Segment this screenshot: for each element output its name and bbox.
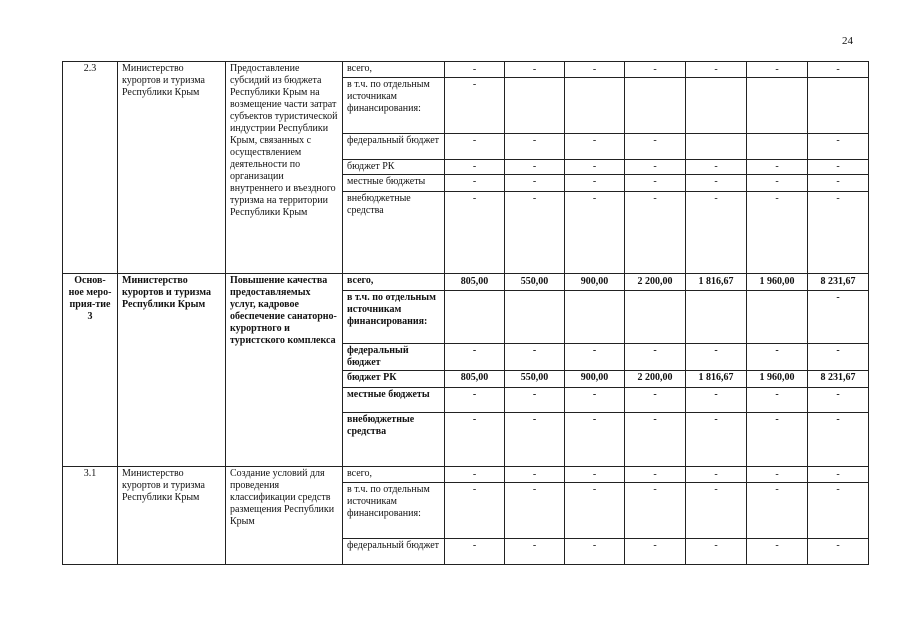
value-cell: - (808, 291, 869, 344)
source-label-cell: всего, (343, 274, 445, 291)
financing-table (62, 61, 869, 565)
source-label-cell: всего, (343, 62, 445, 78)
value-cell: 2 200,00 (625, 371, 686, 388)
value-cell: - (445, 539, 505, 565)
value-cell: - (686, 344, 747, 371)
value-cell: - (445, 388, 505, 413)
source-label-cell: федеральный бюджет (343, 539, 445, 565)
num-cell: 2.3 (63, 62, 118, 274)
value-cell: - (565, 413, 625, 467)
value-cell: - (686, 175, 747, 192)
num-cell: Основ-ное меро-прия-тие 3 (63, 274, 118, 467)
value-cell: - (686, 413, 747, 467)
value-cell: - (505, 539, 565, 565)
source-label-cell: федеральный бюджет (343, 134, 445, 160)
source-label-cell: бюджет РК (343, 160, 445, 175)
table-body (63, 62, 869, 565)
value-cell: - (686, 467, 747, 483)
value-cell (686, 134, 747, 160)
value-cell: - (505, 175, 565, 192)
value-cell (505, 291, 565, 344)
value-cell: - (747, 175, 808, 192)
value-cell: - (625, 160, 686, 175)
value-cell (686, 78, 747, 134)
value-cell: - (625, 175, 686, 192)
source-label-cell: местные бюджеты (343, 175, 445, 192)
value-cell (808, 78, 869, 134)
value-cell: 8 231,67 (808, 274, 869, 291)
executor-cell: Министерство курортов и туризма Республики Крым (118, 467, 226, 565)
value-cell: 2 200,00 (625, 274, 686, 291)
source-label-cell: бюджет РК (343, 371, 445, 388)
value-cell: - (505, 467, 565, 483)
value-cell: 1 816,67 (686, 274, 747, 291)
value-cell (747, 291, 808, 344)
value-cell: - (445, 192, 505, 274)
value-cell (445, 291, 505, 344)
value-cell: - (445, 467, 505, 483)
value-cell: - (747, 160, 808, 175)
executor-cell: Министерство курортов и туризма Республики Крым (118, 274, 226, 467)
value-cell: - (625, 344, 686, 371)
value-cell: - (505, 192, 565, 274)
value-cell: - (625, 539, 686, 565)
value-cell: - (747, 62, 808, 78)
value-cell: 900,00 (565, 274, 625, 291)
executor-cell: Министерство курортов и туризма Республики Крым (118, 62, 226, 274)
value-cell: - (505, 483, 565, 539)
value-cell: - (808, 483, 869, 539)
source-label-cell: федеральный бюджет (343, 344, 445, 371)
value-cell: - (747, 344, 808, 371)
value-cell: - (565, 344, 625, 371)
value-cell: - (625, 388, 686, 413)
source-label-cell: в т.ч. по отдельным источникам финансирования: (343, 483, 445, 539)
table-row (63, 467, 869, 483)
value-cell: - (686, 62, 747, 78)
value-cell: - (625, 192, 686, 274)
value-cell: - (686, 388, 747, 413)
value-cell: - (808, 192, 869, 274)
value-cell: - (445, 175, 505, 192)
value-cell: - (747, 413, 808, 467)
value-cell: - (565, 483, 625, 539)
value-cell: - (808, 539, 869, 565)
value-cell: - (808, 175, 869, 192)
value-cell: - (565, 467, 625, 483)
source-label-cell: внебюджетные средства (343, 413, 445, 467)
value-cell: - (686, 483, 747, 539)
value-cell: - (565, 192, 625, 274)
value-cell: - (445, 78, 505, 134)
value-cell: - (445, 134, 505, 160)
source-label-cell: в т.ч. по отдельным источникам финансирования: (343, 78, 445, 134)
value-cell: - (808, 467, 869, 483)
value-cell: 900,00 (565, 371, 625, 388)
value-cell: - (686, 539, 747, 565)
value-cell: - (565, 388, 625, 413)
source-label-cell: местные бюджеты (343, 388, 445, 413)
value-cell: - (445, 160, 505, 175)
value-cell: 8 231,67 (808, 371, 869, 388)
value-cell (625, 78, 686, 134)
value-cell (686, 291, 747, 344)
value-cell: - (565, 175, 625, 192)
value-cell: - (505, 413, 565, 467)
value-cell (505, 78, 565, 134)
value-cell: - (445, 413, 505, 467)
value-cell: - (565, 134, 625, 160)
measure-name-cell: Предоставление субсидий из бюджета Республики Крым на возмещение части затрат субъектов туристической индустрии Республики Крым, связанных с осуществлением деятельности по организации внутреннего и въездного туризма на территории Республики Крым (226, 62, 343, 274)
value-cell: - (505, 160, 565, 175)
value-cell: - (625, 62, 686, 78)
value-cell: 550,00 (505, 371, 565, 388)
value-cell: - (625, 483, 686, 539)
value-cell: - (808, 62, 869, 78)
value-cell: 1 960,00 (747, 371, 808, 388)
measure-name-cell: Повышение качества предоставляемых услуг, кадровое обеспечение санаторно-курортного и туристского комплекса (226, 274, 343, 467)
table-row (63, 274, 869, 291)
value-cell: 1 960,00 (747, 274, 808, 291)
value-cell: - (686, 192, 747, 274)
value-cell: - (808, 134, 869, 160)
value-cell (625, 291, 686, 344)
value-cell (747, 78, 808, 134)
measure-name-cell: Создание условий для проведения классификации средств размещения Республики Крым (226, 467, 343, 565)
value-cell: - (565, 539, 625, 565)
value-cell: - (565, 62, 625, 78)
value-cell: - (747, 539, 808, 565)
value-cell: 805,00 (445, 371, 505, 388)
value-cell: - (747, 192, 808, 274)
value-cell: 550,00 (505, 274, 565, 291)
value-cell: - (686, 160, 747, 175)
value-cell: - (445, 344, 505, 371)
value-cell: - (565, 160, 625, 175)
value-cell: - (625, 134, 686, 160)
value-cell: 1 816,67 (686, 371, 747, 388)
value-cell: - (625, 413, 686, 467)
value-cell: 805,00 (445, 274, 505, 291)
value-cell: - (445, 62, 505, 78)
value-cell (747, 134, 808, 160)
value-cell: - (625, 467, 686, 483)
value-cell (565, 291, 625, 344)
source-label-cell: внебюджетные средства (343, 192, 445, 274)
source-label-cell: в т.ч. по отдельным источникам финансирования: (343, 291, 445, 344)
value-cell: - (808, 344, 869, 371)
value-cell: - (808, 413, 869, 467)
page-number: 24 (842, 35, 853, 47)
num-cell: 3.1 (63, 467, 118, 565)
value-cell (565, 78, 625, 134)
table-row (63, 62, 869, 78)
source-label-cell: всего, (343, 467, 445, 483)
value-cell: - (505, 344, 565, 371)
value-cell: - (747, 388, 808, 413)
value-cell: - (747, 467, 808, 483)
value-cell: - (505, 134, 565, 160)
value-cell: - (505, 388, 565, 413)
value-cell: - (808, 388, 869, 413)
value-cell: - (445, 483, 505, 539)
value-cell: - (505, 62, 565, 78)
value-cell: - (808, 160, 869, 175)
value-cell: - (747, 483, 808, 539)
